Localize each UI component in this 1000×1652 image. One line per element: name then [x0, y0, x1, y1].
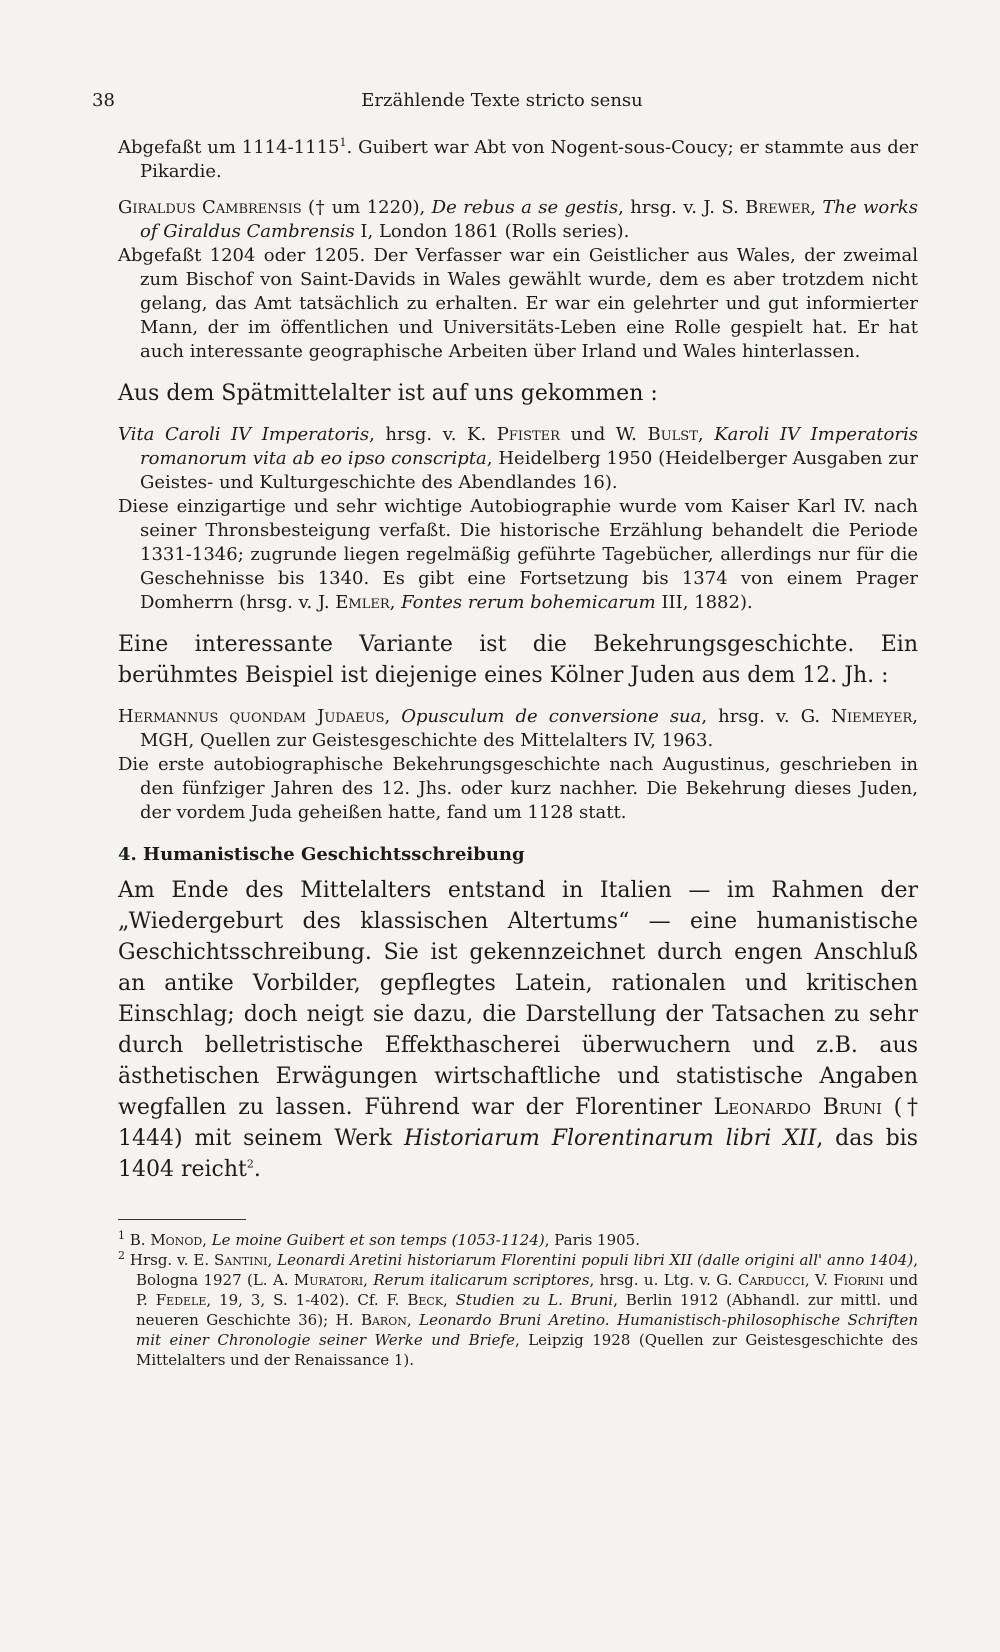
work-title: De rebus a se gestis [431, 197, 619, 218]
humanism-paragraph: Am Ende des Mittelalters entstand in Italien — im Rahmen der „Wiedergeburt des klassischen Altertums“ — eine humanistische Geschichtsschreibung. Sie ist gekennzeichnet durch engen Anschluß an antike Vorbilder, gepflegtes Latein, rationalen und kritischen Einschlag; doch neigt sie dazu, die Darstellung der Tatsachen zu sehr durch belletristische Effekthascherei überwuchern und z.B. aus ästhetischen Erwägungen wirtschaftliche und statistische Angaben wegfallen zu lassen. Führend war der Florentiner Leonardo Bruni († 1444) mit seinem Werk Historiarum Florentinarum libri XII, das bis 1404 reicht$^2$. [118, 878, 919, 1182]
guibert-abstract: Abgefaßt um 1114-1115$^1$. Guibert war Abt von Nogent-sous-Coucy; er stammte aus der Pikardie. [118, 136, 918, 182]
work-title: Vita Caroli IV Imperatoris [118, 424, 370, 445]
footnotes [118, 1230, 918, 1370]
section-heading: 4. Humanistische Geschichtsschreibung [118, 844, 525, 865]
author-name: Giraldus Cambrensis [118, 197, 302, 218]
footnote-ref-2[interactable]: 2 [246, 1157, 254, 1171]
author-name: Hermannus quondam Judaeus [118, 706, 385, 727]
work-title: Opusculum de conversione sua [401, 706, 702, 727]
hermannus-description: Die erste autobiographische Bekehrungsgeschichte nach Augustinus, geschrieben in den fünfziger Jahren des 12. Jhs. oder kurz nachher. Die Bekehrung dieses Juden, der vordem Juda geheißen hatte, fand um 1128 statt. [118, 754, 918, 823]
footnote-2: $^2$ Hrsg. v. E. Santini, Leonardi Aretini historiarum Florentini populi libri XII (dalle origini all' anno 1404), Bologna 1927 (L. A. Muratori, Rerum italicarum scriptores, hrsg. u. Ltg. v. G. Carducci, V. Fiorini und P. Fedele, 19, 3, S. 1-402). Cf. F. Beck, Studien zu L. Bruni, Berlin 1912 (Abhandl. zur mittl. und neueren Geschichte 36); H. Baron, Leonardo Bruni Aretino. Humanistisch-philosophische Schriften mit einer Chronologie seiner Werke und Briefe, Leipzig 1928 (Quellen zur Geistesgeschichte des Mittelalters und der Renaissance 1). [118, 1249, 918, 1369]
vita-caroli-entry: Vita Caroli IV Imperatoris, hrsg. v. K. Pfister und W. Bulst, Karoli IV Imperatoris romanorum vita ab eo ipso conscripta, Heidelberg 1950 (Heidelberger Ausgaben zur Geistes- und Kulturgeschichte des Abendlandes 16). [118, 424, 918, 493]
giraldus-description: Abgefaßt 1204 oder 1205. Der Verfasser war ein Geistlicher aus Wales, der zweimal zum Bischof von Saint-Davids in Wales gewählt wurde, dem es aber trotzdem nicht gelang, das Amt tatsächlich zu erhalten. Er war ein gelehrter und gut informierter Mann, der im öffentlichen und Universitäts-Leben eine Rolle gespielt hat. Er hat auch interessante geographische Arbeiten über Irland und Wales hinterlassen. [118, 245, 918, 362]
conversion-intro: Eine interessante Variante ist die Bekehrungsgeschichte. Ein berühmtes Beispiel ist diejenige eines Kölner Juden aus dem 12. Jh. : [118, 632, 918, 688]
footnote-ref-1[interactable]: 1 [339, 136, 347, 149]
footnote-1: $^1$ B. Monod, Le moine Guibert et son temps (1053-1124), Paris 1905. [118, 1229, 640, 1249]
running-title: Erzählende Texte stricto sensu [361, 90, 643, 111]
hermannus-entry: Hermannus quondam Judaeus, Opusculum de conversione sua, hrsg. v. G. Niemeyer, MGH, Quellen zur Geistesgeschichte des Mittelalters IV, 1963. [118, 706, 918, 751]
running-header [92, 86, 912, 116]
work-title: Historiarum Florentinarum libri XII [404, 1126, 817, 1151]
author-name: Leonardo Bruni [713, 1095, 882, 1120]
late-middle-ages-heading: Aus dem Spätmittelalter ist auf uns gekommen : [118, 381, 658, 406]
main-text [118, 136, 918, 1370]
vita-caroli-description: Diese einzigartige und sehr wichtige Autobiographie wurde vom Kaiser Karl IV. nach seiner Thronsbesteigung verfaßt. Die historische Erzählung behandelt die Periode 1331-1346; zugrunde liegen regelmäßig geführte Tagebücher, allerdings nur für die Geschehnisse bis 1340. Es gibt eine Fortsetzung bis 1374 von einem Prager Domherrn (hrsg. v. J. Emler, Fontes rerum bohemicarum III, 1882). [118, 496, 918, 613]
page-number: 38 [92, 90, 115, 111]
footnote-divider [118, 1219, 246, 1220]
giraldus-entry: Giraldus Cambrensis († um 1220), De rebus a se gestis, hrsg. v. J. S. Brewer, The works of Giraldus Cambrensis I, London 1861 (Rolls series). [118, 197, 918, 242]
